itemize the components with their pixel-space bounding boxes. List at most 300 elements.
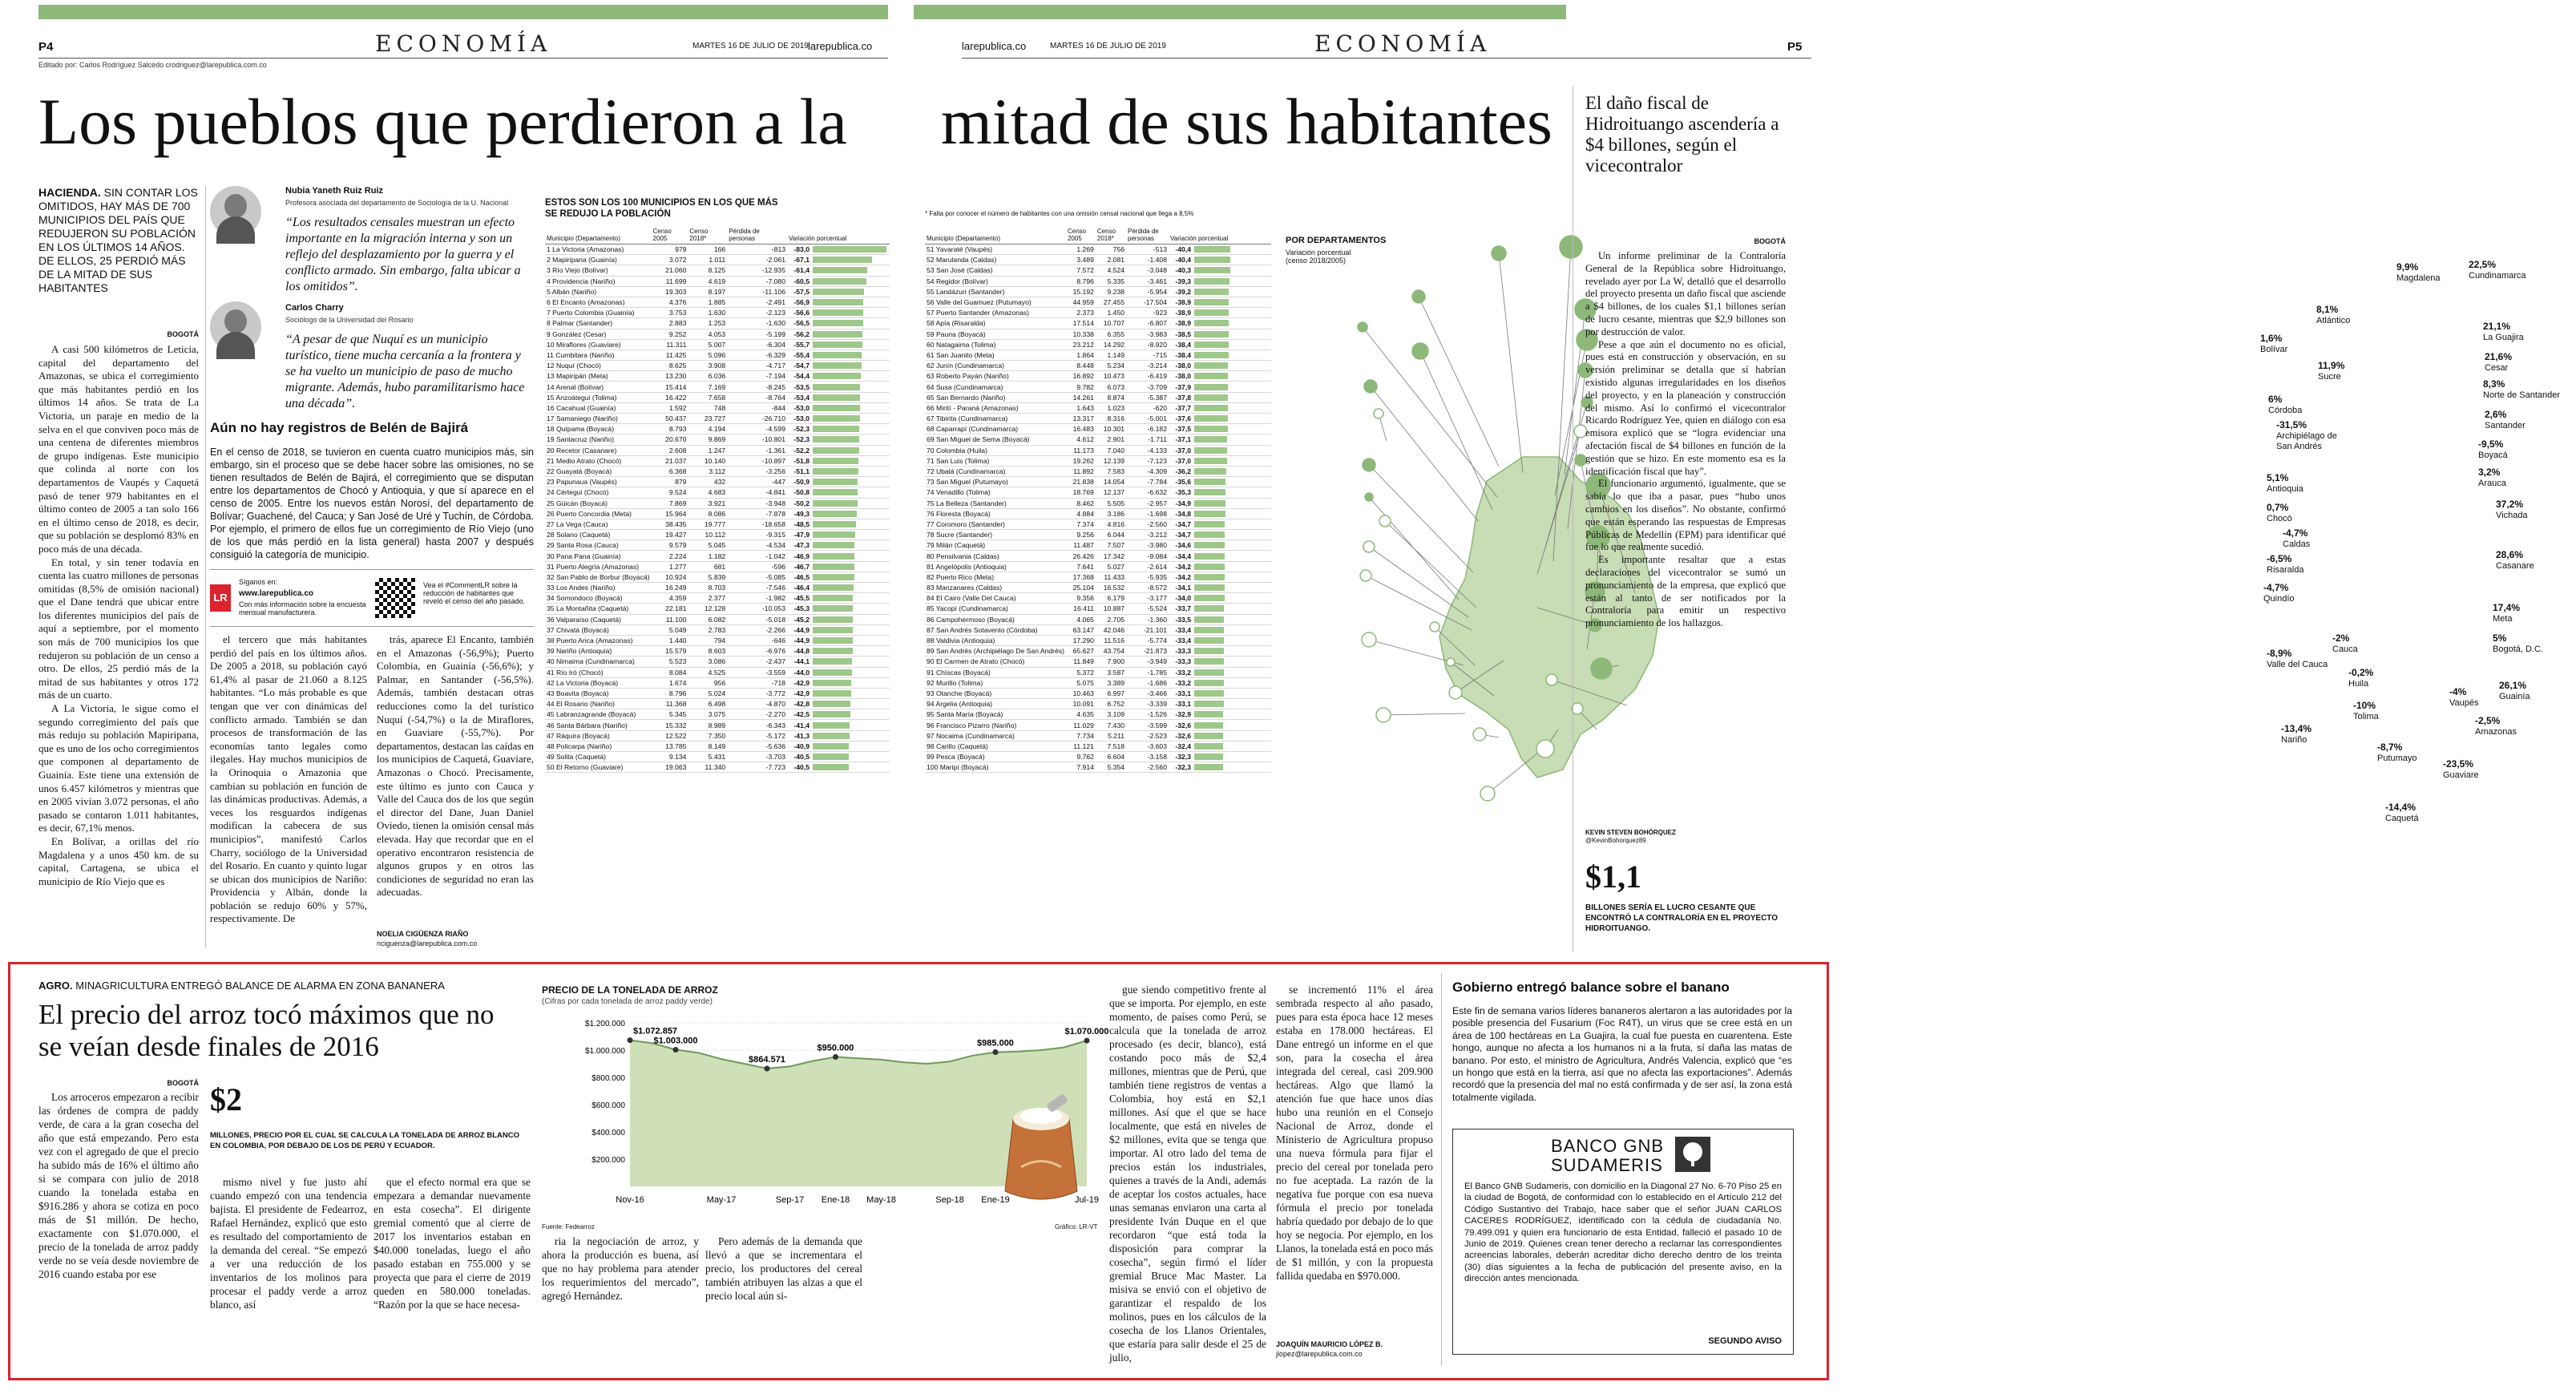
notice-text: El Banco GNB Sudameris, con domicilio en la Diagonal 27 No. 6-70 Piso 25 en la ciudad de Bogotá, de conformidad con lo establecido en el Artículo 212 del Código Sustantivo del Trabajo, hace saber que el señor JUAN CARLOS CACERES RODRÍGUEZ, identificado con la cédula de ciudadanía No. 79.499.091 y quien era funcionario de esta Entidad, falleció el pasado 10 de Junio de 2019. Quienes crean tener derecho a reclamar las correspondientes acreencias laborales, deberán acreditar dicho derecho dentro de los treinta (30) días siguientes a la fecha de publicación del presente aviso, en la dirección antes mencionada. [1464,1182,1782,1284]
censo-2005-cell: 16.483 [1066,424,1096,434]
table-row [925,244,1271,255]
editor-credit: Editado por: Carlos Rodríguez Salcedo crodriguez@larepublica.com.co [38,61,267,69]
kicker-label: HACIENDA. [38,186,101,199]
censo-2005-cell: 23.212 [1066,339,1096,350]
variacion-bar-cell [1193,561,1271,572]
department-label [2478,467,2555,489]
variacion-cell: -39,2 [1169,286,1193,297]
censo-2005-cell: 13.785 [652,741,688,751]
table-row [925,455,1271,466]
byline: NOELIA CIGÜENZA RIAÑO [377,930,469,938]
perdida-cell: -813 [727,244,787,255]
municipio-cell: 32 San Pablo de Borbur (Boyacá) [547,572,650,581]
municipio-cell: 20 Recetor (Casanare) [545,445,652,455]
censo-2005-cell: 13.317 [1066,414,1096,424]
censo-2018-cell: 2.705 [1096,614,1126,624]
table-row [545,477,890,487]
variacion-cell: -36,2 [1169,466,1193,476]
censo-2018-cell: 27.455 [1096,297,1126,307]
map-leader-line [1385,521,1476,608]
censo-2018-cell: 5.211 [1096,730,1126,741]
variacion-bar [813,564,854,570]
censo-2018-cell: 8.989 [688,720,727,730]
table-row [925,498,1271,508]
department-label [2260,333,2337,355]
variacion-cell: -46,4 [787,583,811,593]
censo-2005-cell: 8.796 [652,688,688,698]
department-name: Tolima [2353,712,2379,721]
municipio-cell: 59 Pauna (Boyacá) [925,329,1066,339]
censo-2005-cell: 11.368 [652,699,688,709]
table-row [545,572,890,582]
variacion-bar-cell [811,244,890,255]
variacion-bar [1194,690,1224,697]
department-label [2469,260,2546,281]
perdida-cell: -11.106 [727,286,787,297]
department-label [2316,305,2393,326]
variacion-cell: -83,0 [787,244,811,255]
bank-name-line-2: SUDAMERIS [1551,1155,1663,1175]
perdida-cell: -3.158 [1126,752,1169,762]
censo-2005-cell: 15.414 [652,382,688,392]
department-label [2267,649,2344,670]
variacion-cell: -50,8 [787,487,811,498]
censo-2018-cell: 3.921 [688,498,727,508]
table-row [925,434,1271,445]
variacion-bar-cell [1193,688,1271,698]
variacion-bar-cell [811,424,890,434]
perdida-cell: -3.177 [1126,593,1169,604]
table-row [925,688,1271,698]
censo-2018-cell: 2.783 [688,624,727,635]
variacion-cell: -55,4 [787,350,811,360]
variacion-bar [1194,511,1225,517]
map-title: POR DEPARTAMENTOS [1286,236,1387,245]
map-leader-line [1371,386,1478,521]
department-label [2353,701,2430,722]
table-row [545,402,890,413]
variacion-bar-cell [811,709,890,720]
variacion-cell: -33,7 [1169,604,1193,614]
variacion-cell: -37,0 [1169,455,1193,466]
censo-2005-cell: 19.262 [1066,455,1096,466]
censo-2018-cell: 7.658 [688,392,727,402]
paragraph: Los arroceros empezaron a recibir las órdenes de compra de paddy verde, de cara a la gran cosecha del año que está empezando. Pero esta vez con el agregado de que el precio ha subido más de 16% el último año si se compara con julio de 2018 cuando la tonelada estaba en $916.286 y ahora se cotiza en poco más de $1 millón. De hecho, exactamente con $1.070.000, el precio de la tonelada de arroz paddy verde no se veía desde noviembre de 2016 cuando estaba por ese [38,1091,199,1280]
department-marker [1430,622,1439,632]
chart-title: PRECIO DE LA TONELADA DE ARROZ [542,984,718,996]
variacion-cell: -44,1 [787,657,811,667]
variacion-bar-cell [811,561,890,572]
table-row [925,466,1271,476]
variacion-bar-cell [811,752,890,762]
department-label [2283,528,2360,550]
variacion-bar-cell [811,699,890,709]
variacion-bar-cell [1193,265,1271,276]
variacion-bar [1194,574,1225,580]
department-name: Cundinamarca [2469,271,2526,281]
variacion-bar-cell [1193,414,1271,424]
article-kicker [38,186,199,295]
department-value: 22,5% [2469,259,2497,270]
censo-2005-cell: 1.277 [652,561,688,572]
perdida-cell: -6.976 [727,646,787,657]
variacion-bar-cell [811,688,890,698]
censo-2018-cell: 11.516 [1096,635,1126,645]
municipio-cell: 94 Argelia (Antioquia) [925,699,1066,709]
censo-2005-cell: 63.147 [1066,624,1096,635]
variacion-bar [1194,489,1225,495]
paragraph: trás, aparece El Encanto, también en el Amazonas (-56,9%); Puerto Colombia, en Guainía (-56,6%); y Palmar, en Santander (-56,5%). Además, también destacan otras reducciones como la del turístico Nuquí (-54,7%) o la de Miraflores, en Guaviare (-55,7%). Por departamentos, destacan las caídas en los municipios de Caquetá, Guaviare, Amazonas o Chocó. Precisamente, este último es junto con Cauca y Valle del Cauca dos de los que según el director del Dane, Juan Daniel Oviedo, tienen la omisión censal más elevada. Hay que recordar que en el operativo encontraron resistencia de algunos grupos y en otros las condiciones de seguridad no eran las adecuadas. [377,633,534,899]
municipio-cell: 76 Floresta (Boyacá) [925,508,1066,519]
variacion-cell: -54,7 [787,361,811,371]
variacion-cell: -38,0 [1169,371,1193,382]
qr-code-icon [375,578,415,618]
variacion-bar-cell [1193,350,1271,360]
table-row [925,709,1271,720]
variacion-cell: -50,9 [787,477,811,487]
perdida-cell: -10.897 [727,455,787,466]
censo-2018-cell: 8.125 [688,265,727,276]
variacion-cell: -35,6 [1169,477,1193,487]
variacion-cell: -38,4 [1169,339,1193,350]
censo-2018-cell: 5.431 [688,752,727,762]
variacion-bar [1194,627,1224,633]
municipio-cell: 87 San Andrés Sotavento (Córdoba) [925,624,1066,635]
department-marker [1536,740,1554,758]
municipio-cell: 69 San Miguel de Sema (Boyacá) [925,434,1066,445]
municipio-cell: 58 Apía (Risaralda) [925,318,1066,329]
department-label [2267,503,2344,524]
annotation-label: $985.000 [977,1038,1014,1049]
variacion-cell: -40,4 [1169,255,1193,265]
censo-2018-cell: 7.350 [688,730,727,741]
variacion-bar [813,267,867,273]
table-row [545,540,890,551]
arroz-big-figure: $2 [210,1081,242,1117]
perdida-cell: -5.199 [727,329,787,339]
variacion-cell: -39,3 [1169,276,1193,286]
perdida-cell: -2.061 [727,255,787,265]
perdida-cell: -9.084 [1126,551,1169,561]
censo-2018-cell: 1.023 [1096,402,1126,413]
perdida-cell: -513 [1126,244,1169,255]
department-value: -9,5% [2478,438,2504,450]
perdida-cell: -1.526 [1126,709,1169,720]
censo-2018-cell: 43.754 [1096,646,1126,657]
censo-2018-cell: 12.139 [1096,455,1126,466]
variacion-cell: -42,5 [787,709,811,720]
municipio-cell: 91 Chíscas (Boyacá) [925,667,1066,677]
perdida-cell: -18.658 [727,519,787,529]
censo-2018-cell: 1.885 [688,297,727,307]
table-row [545,424,890,434]
municipio-cell: 14 Arenal (Bolívar) [545,382,652,392]
site-name: larepublica.co [962,40,1027,52]
variacion-bar [1194,426,1228,432]
censo-2018-cell: 7.507 [1096,540,1126,551]
variacion-bar-cell [1193,498,1271,508]
censo-2018-cell: 6.082 [688,614,727,624]
municipio-cell: 99 Pesca (Boyacá) [925,752,1066,762]
department-label [2263,583,2340,604]
variacion-cell: -37,1 [1169,434,1193,445]
censo-2018-cell: 4.816 [1096,519,1126,529]
censo-2005-cell: 15.964 [652,508,688,519]
municipio-cell: 93 Otanche (Boyacá) [925,688,1066,698]
municipio-cell: 67 Tibirita (Cundinamarca) [925,414,1066,424]
variacion-cell: -37,5 [1169,424,1193,434]
municipio-cell: 22 Guayatá (Boyacá) [545,466,652,476]
censo-2005-cell: 22.181 [652,604,688,614]
censo-2005-cell: 25.104 [1066,583,1096,593]
censo-2018-cell: 956 [688,677,727,688]
censo-2005-cell: 15.579 [652,646,688,657]
censo-2018-cell: 5.839 [688,572,727,582]
paragraph: En total, y sin tener todavía en cuenta las cuatro millones de personas omitidas (8,5% de omisión nacional) que el Dane tendrá que ubicar entre los diferentes municipios del país de aquí a septiembre, por el momento son más de 700 municipios los que redujeron su población de un censo a otro. De ellos, 25 perdió más de la mitad de sus habitantes y otros 172 más de un cuarto. [38,556,199,701]
social-url[interactable]: www.larepublica.co [239,589,313,598]
variacion-bar-cell [1193,434,1271,445]
censo-2018-cell: 4.194 [688,424,727,434]
perdida-cell: -7.784 [1126,477,1169,487]
municipio-cell: 51 Yavaraté (Vaupés) [925,244,1066,255]
kicker-text: SIN CONTAR LOS OMITIDOS, HAY MÁS DE 700 MUNICIPIOS DEL PAÍS QUE REDUJERON SU POBLACIÓN EN LOS ÚLTIMOS 14 AÑOS. DE ELLOS, 25 PERDIÓ MÁS DE LA MITAD DE SUS HABITANTES [38,186,198,294]
censo-2005-cell: 18.769 [1066,487,1096,498]
department-label [2493,603,2570,624]
variacion-bar-cell [1193,244,1271,255]
municipio-cell: 4 Providencia (Nariño) [545,276,652,286]
arroz-column-7 [1276,983,1433,1335]
censo-2005-cell: 8.625 [652,361,688,371]
censo-2005-cell: 9.782 [1066,382,1096,392]
perdida-cell: -1.630 [727,318,787,329]
table-row [925,265,1271,276]
department-value: 11,9% [2318,360,2345,371]
variacion-cell: -34,6 [1169,540,1193,551]
variacion-bar [1194,722,1223,729]
censo-2005-cell: 1.674 [652,677,688,688]
table-row [925,540,1271,551]
censo-2005-cell: 11.892 [1066,466,1096,476]
department-value: 9,9% [2396,261,2419,273]
variacion-bar [813,458,858,464]
censo-2018-cell: 7.900 [1096,657,1126,667]
table-row [925,593,1271,604]
censo-2018-cell: 3.587 [1096,667,1126,677]
x-tick-label: May-18 [866,1195,896,1205]
table-title: ESTOS SON LOS 100 MUNICIPIOS EN LOS QUE MÁS SE REDUJO LA POBLACIÓN [545,198,778,219]
censo-2005-cell: 879 [652,477,688,487]
notice-footer: SEGUNDO AVISO [1708,1336,1782,1346]
municipio-cell: 44 El Rosario (Nariño) [545,699,652,709]
department-marker [1365,493,1373,501]
variacion-bar-cell [811,329,890,339]
variacion-bar [813,648,853,654]
censo-2005-cell: 8.462 [1066,498,1096,508]
municipio-cell: 64 Susa (Cundinamarca) [925,382,1066,392]
perdida-cell: -1.686 [1126,677,1169,688]
paragraph: se incrementó 11% el área sembrada respecto al año pasado, pues para esta época hace 12 meses estaba en 178.000 hectáreas. El Dane entregó un informe en el que son, para la cosecha el área integrada del cereal, casi 209.900 hectáreas. Algo que llamó la atención fue que hace unos días hubo una reunión en el Consejo Nacional de Arroz, donde el Ministerio de Agricultura propuso una nueva fórmula para fijar el precio del cereal por tonelada pero no fue aceptada. La razón de la negativa fue porque con esa nueva fórmula el precio por tonelada habría quedado por debajo de lo que hoy se negocia. Por ejemplo, en los Llanos, la tonelada está en poco más de $1 millón, y con la propuesta fallida quedaba en $970.000. [1276,984,1433,1282]
variacion-bar-cell [811,382,890,392]
variacion-bar [813,574,854,580]
variacion-cell: -42,9 [787,677,811,688]
censo-2005-cell: 21.037 [652,455,688,466]
table-row [545,646,890,657]
main-headline-left: Los pueblos que perdieron a la [38,85,847,158]
variacion-cell: -32,6 [1169,720,1193,730]
col-censo-2018: Censo 2018* [688,228,727,244]
department-name: Huila [2348,679,2369,689]
municipio-cell: 80 Pensilvania (Caldas) [925,551,1066,561]
col-censo-2005: Censo 2005 [652,228,688,244]
table-row [545,677,890,688]
variacion-cell: -32,4 [1169,741,1193,751]
censo-2018-cell: 4.683 [688,487,727,498]
variacion-cell: -46,7 [787,561,811,572]
perdida-cell: -2.523 [1126,730,1169,741]
censo-2005-cell: 44.959 [1066,297,1096,307]
perdida-cell: -5.524 [1126,604,1169,614]
censo-2018-cell: 3.908 [688,361,727,371]
perdida-cell: -2.957 [1126,498,1169,508]
municipio-cell: 18 Quípama (Boyacá) [545,424,652,434]
department-name: Vichada [2496,511,2528,520]
col-municipio: Municipio (Departamento) [545,228,652,244]
municipio-cell: 74 Venadillo (Tolima) [925,487,1066,498]
variacion-cell: -53,0 [787,414,811,424]
x-tick-label: Jul-19 [1075,1195,1099,1205]
censo-2018-cell: 7.040 [1096,445,1126,455]
variacion-bar [1194,384,1228,390]
perdida-cell: -3.256 [727,466,787,476]
y-tick-label: $1.000.000 [584,1047,625,1056]
censo-2018-cell: 14.292 [1096,339,1126,350]
department-marker [1480,786,1495,801]
table-row [925,350,1271,360]
municipio-cell: 8 Palmar (Santander) [545,318,652,329]
variacion-bar-cell [1193,308,1271,318]
variacion-bar [1194,743,1223,750]
municipio-cell: 33 Los Andes (Nariño) [545,583,652,593]
censo-2005-cell: 50.437 [652,414,688,424]
table-row [545,635,890,645]
variacion-bar [813,542,854,548]
department-value: -31,5% [2276,419,2307,430]
variacion-bar-cell [811,762,890,773]
perdida-cell: -9.315 [727,530,787,540]
variacion-bar [813,711,850,717]
censo-2005-cell: 9.252 [652,329,688,339]
department-label [2449,687,2526,709]
municipio-cell: 39 Nariño (Antioquia) [545,646,652,657]
censo-2005-cell: 11.849 [1066,657,1096,667]
big-figure: $1,1 [1585,859,1641,895]
perdida-cell: -3.466 [1126,688,1169,698]
perdida-cell: -3.980 [1126,540,1169,551]
censo-2005-cell: 15.332 [652,720,688,730]
municipio-cell: 61 San Juanito (Meta) [925,350,1066,360]
department-marker [1364,380,1377,393]
censo-2005-cell: 9.256 [1066,530,1096,540]
variacion-cell: -42,8 [787,699,811,709]
department-value: -8,9% [2267,648,2292,659]
variacion-bar-cell [811,414,890,424]
municipio-cell: 10 Miraflores (Guaviare) [545,339,652,350]
variacion-bar [1194,764,1223,770]
variacion-cell: -41,3 [787,730,811,741]
top-color-bar [914,5,1566,19]
variacion-cell: -40,9 [787,741,811,751]
municipio-cell: 86 Campohermoso (Boyacá) [925,614,1066,624]
censo-2005-cell: 21.060 [652,265,688,276]
censo-2005-cell: 7.641 [1066,561,1096,572]
perdida-cell: -1.698 [1126,508,1169,519]
variacion-bar [1194,531,1225,538]
table-row [545,699,890,709]
perdida-cell: -3.212 [1126,530,1169,540]
variacion-cell: -38,4 [1169,350,1193,360]
censo-2005-cell: 15.192 [1066,286,1096,297]
variacion-bar-cell [1193,382,1271,392]
department-value: -4,7% [2283,527,2308,539]
municipio-cell: 17 Samaniego (Nariño) [545,414,652,424]
perdida-cell: -5.001 [1126,414,1169,424]
perdida-cell: -6.182 [1126,424,1169,434]
censo-2005-cell: 5.523 [652,657,688,667]
department-value: -10% [2353,700,2376,711]
variacion-bar-cell [811,540,890,551]
bank-name-line-1: BANCO GNB [1551,1136,1665,1156]
variacion-bar-cell [811,434,890,445]
censo-2018-cell: 6.073 [1096,382,1126,392]
department-name: Chocó [2267,514,2292,523]
table-row [545,361,890,371]
perdida-cell: -17.504 [1126,297,1169,307]
department-label [2483,321,2560,343]
variacion-bar [813,595,853,601]
variacion-cell: -38,9 [1169,297,1193,307]
annotation-label: $1.072.857 [633,1026,678,1036]
table-row [925,424,1271,434]
department-value: 5% [2493,632,2507,644]
variacion-bar-cell [1193,318,1271,329]
subhead-belen: Aún no hay registros de Belén de Bajirá [210,420,469,435]
variacion-bar [1194,320,1229,326]
censo-2005-cell: 10.338 [1066,329,1096,339]
censo-2005-cell: 4.612 [1066,434,1096,445]
table-row [925,741,1271,751]
department-marker [1374,409,1383,418]
table-row [925,382,1271,392]
department-value: -8,7% [2377,741,2403,753]
municipio-cell: 24 Cértegui (Chocó) [545,487,652,498]
variacion-cell: -33,2 [1169,667,1193,677]
variacion-cell: -37,8 [1169,392,1193,402]
censo-2005-cell: 5.075 [1066,677,1096,688]
municipio-cell: 27 La Vega (Cauca) [545,519,652,529]
variacion-bar-cell [1193,540,1271,551]
municipio-cell: 46 Santa Bárbara (Nariño) [545,720,652,730]
article-column-1 [38,343,199,952]
variacion-bar-cell [1193,657,1271,667]
avatar-carlos-charry [210,301,261,353]
table-row [545,593,890,604]
censo-2018-cell: 7.583 [1096,466,1126,476]
variacion-bar [813,468,858,475]
variacion-cell: -37,0 [1169,445,1193,455]
variacion-bar [813,754,849,760]
variacion-bar [813,722,850,729]
censo-2005-cell: 4.065 [1066,614,1096,624]
